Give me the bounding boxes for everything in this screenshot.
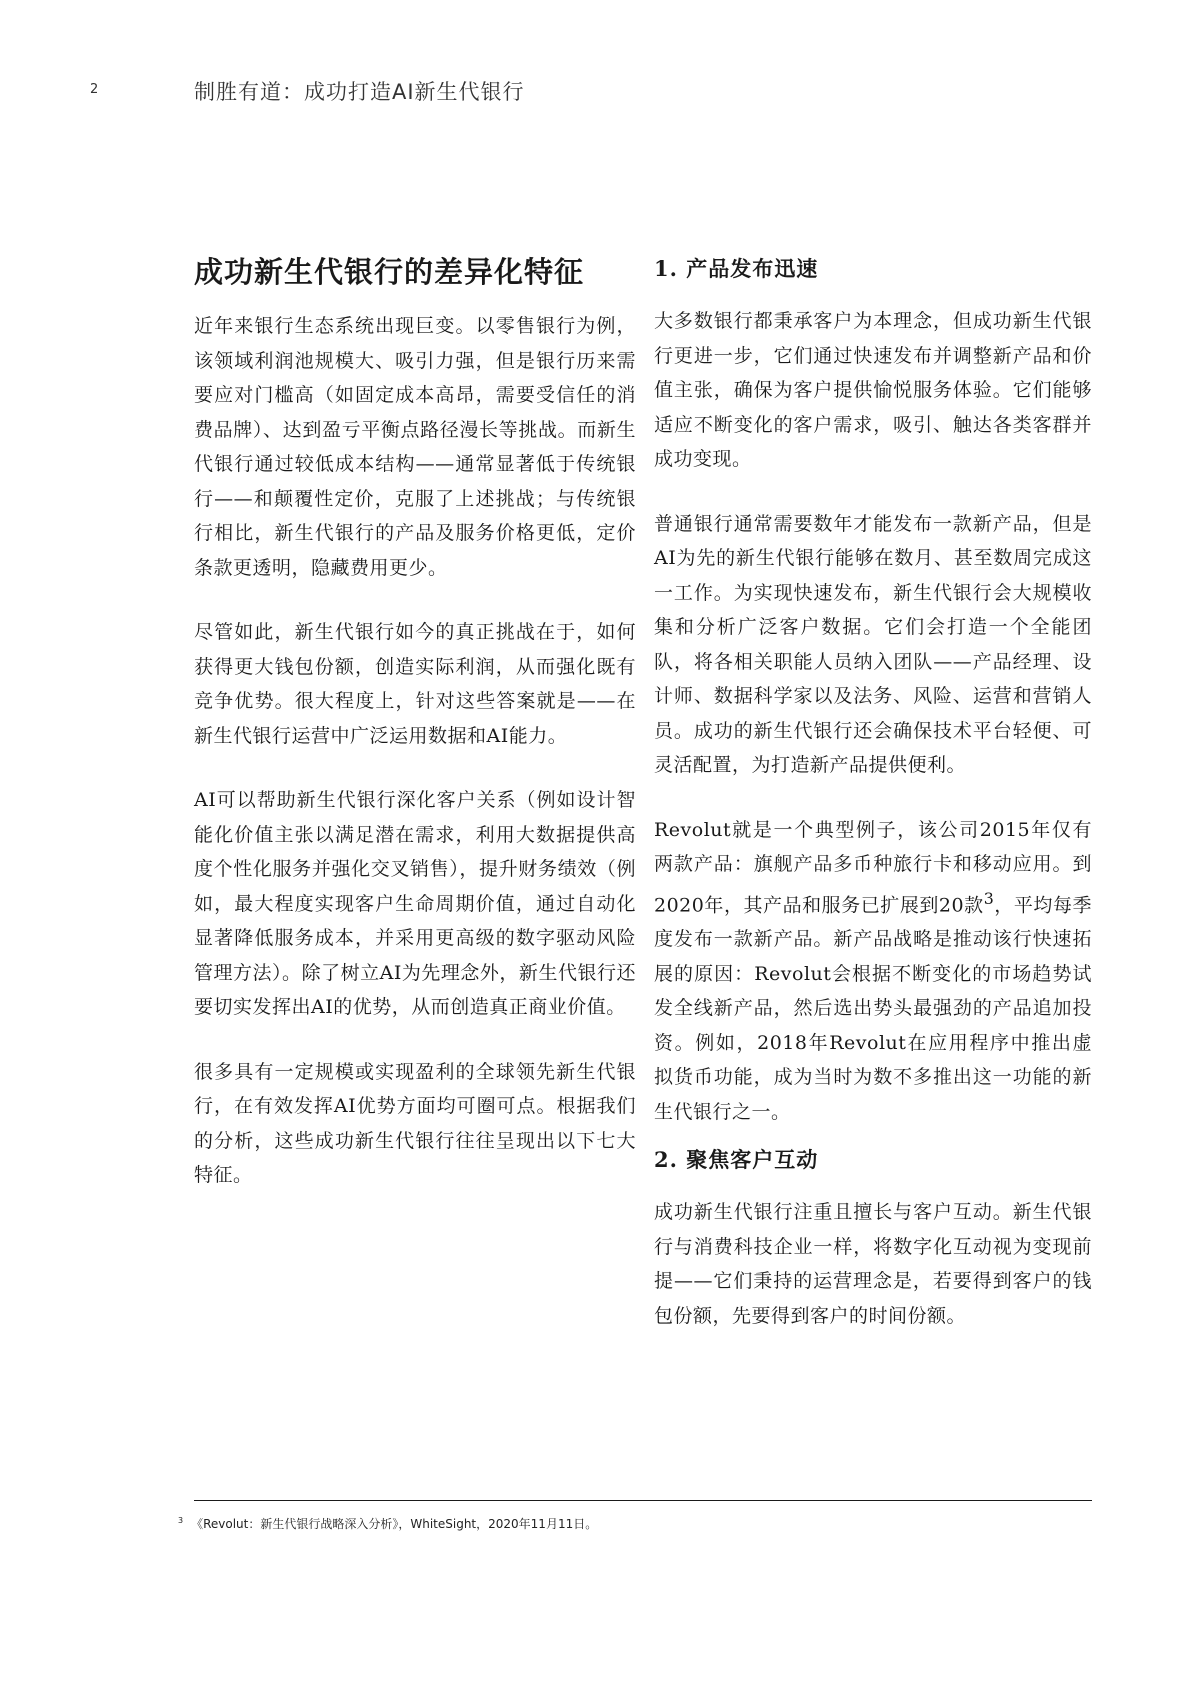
body-paragraph-revolut bbox=[654, 813, 1092, 1130]
body-paragraph: 尽管如此，新生代银行如今的真正挑战在于，如何获得更大钱包份额，创造实际利润，从而强化既有竞争优势。很大程度上，针对这些答案就是——在新生代银行运营中广泛运用数据和AI能力。 bbox=[194, 621, 636, 747]
body-paragraph: 很多具有一定规模或实现盈利的全球领先新生代银行，在有效发挥AI优势方面均可圈可点。根据我们的分析，这些成功新生代银行往往呈现出以下七大特征。 bbox=[194, 1060, 636, 1186]
subsection-heading: 1. 产品发布迅速 bbox=[654, 256, 819, 281]
body-paragraph: 大多数银行都秉承客户为本理念，但成功新生代银行更进一步，它们通过快速发布并调整新产品和价值主张，确保为客户提供愉悦服务体验。它们能够适应不断变化的客户需求，吸引、触达各类客群并成功变现。 bbox=[654, 310, 1092, 470]
revolut-text-before: Revolut就是一个典型例子，该公司2015年仅有两款产品：旗舰产品多币种旅行卡和移动应用。到2020年，其产品和服务已扩展到20款 bbox=[654, 818, 1092, 916]
footnote-divider bbox=[194, 1500, 1092, 1501]
subsection-heading: 2. 聚焦客户互动 bbox=[654, 1147, 819, 1173]
footnote-text: 《Revolut：新生代银行战略深入分析》，WhiteSight，2020年11月11日。 bbox=[191, 1517, 598, 1531]
body-paragraph: AI可以帮助新生代银行深化客户关系（例如设计智能化价值主张以满足潜在需求，利用大数据提供高度个性化服务并强化交叉销售），提升财务绩效（例如，最大程度实现客户生命周期价值，通过自动化显著降低服务成本，并采用更高级的数字驱动风险管理方法）。除了树立AI为先理念外，新生代银行还要切实发挥出AI的优势，从而创造真正商业价值。 bbox=[194, 789, 636, 1018]
right-column bbox=[654, 254, 1092, 1363]
body-paragraph: 成功新生代银行注重且擅长与客户互动。新生代银行与消费科技企业一样，将数字化互动视为变现前提——它们秉持的运营理念是，若要得到客户的钱包份额，先要得到客户的时间份额。 bbox=[654, 1201, 1092, 1327]
page-number: 2 bbox=[90, 82, 99, 97]
body-paragraph: 近年来银行生态系统出现巨变。以零售银行为例，该领域利润池规模大、吸引力强，但是银行历来需要应对门槛高（如固定成本高昂，需要受信任的消费品牌）、达到盈亏平衡点路径漫长等挑战。而新生代银行通过较低成本结构——通常显著低于传统银行——和颠覆性定价，克服了上述挑战；与传统银行相比，新生代银行的产品及服务价格更低，定价条款更透明，隐藏费用更少。 bbox=[194, 315, 636, 579]
left-column bbox=[194, 254, 636, 1223]
section-heading: 成功新生代银行的差异化特征 bbox=[194, 255, 585, 289]
revolut-text-after: ，平均每季度发布一款新产品。新产品战略是推动该行快速拓展的原因：Revolut会根据不断变化的市场趋势试发全线新产品，然后选出势头最强劲的产品追加投资。例如，2018年Revolut在应用程序中推出虚拟货币功能，成为当时为数不多推出这一功能的新生代银行之一。 bbox=[654, 893, 1092, 1123]
footnote-reference[interactable]: 3 bbox=[983, 888, 995, 908]
body-paragraph: 普通银行通常需要数年才能发布一款新产品，但是AI为先的新生代银行能够在数月、甚至数周完成这一工作。为实现快速发布，新生代银行会大规模收集和分析广泛客户数据。它们会打造一个全能团队，将各相关职能人员纳入团队——产品经理、设计师、数据科学家以及法务、风险、运营和营销人员。成功的新生代银行还会确保技术平台轻便、可灵活配置，为打造新产品提供便利。 bbox=[654, 512, 1092, 776]
running-header: 制胜有道：成功打造AI新生代银行 bbox=[194, 80, 525, 104]
footnote-mark: 3 bbox=[178, 1516, 184, 1525]
footnote bbox=[178, 1515, 597, 1532]
